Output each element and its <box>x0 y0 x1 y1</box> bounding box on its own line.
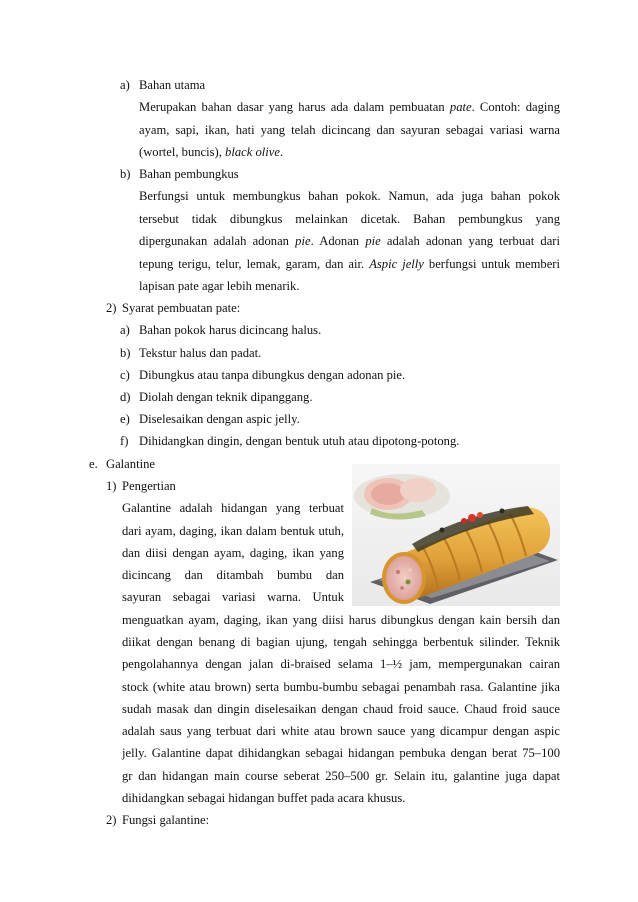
list-marker: e. <box>89 457 98 471</box>
list-item-text: Dibungkus atau tanpa dibungkus dengan adonan pie. <box>139 368 406 382</box>
paragraph-line: dan diisi dengan ayam, daging, ikan yang <box>122 546 344 560</box>
list-marker: a) <box>120 78 130 92</box>
list-marker: d) <box>120 390 131 404</box>
paragraph-line: lapisan pate agar lebih menarik. <box>139 279 300 293</box>
list-marker: f) <box>120 434 129 448</box>
list-marker: a) <box>120 323 130 337</box>
list-marker: e) <box>120 412 130 426</box>
list-item-text: Tekstur halus dan padat. <box>139 346 262 360</box>
section-title: Galantine <box>106 457 155 471</box>
paragraph-line: ayam, sapi, ikan, hati yang telah dicincang dan sayuran sebagai variasi warna <box>139 123 560 137</box>
heading-title: Syarat pembuatan pate: <box>122 301 241 315</box>
paragraph-line: adalah saus yang terbuat dari white atau brown sauce yang dicampur dengan aspic <box>122 724 560 738</box>
list-marker: 2) <box>106 813 117 827</box>
list-marker: b) <box>120 346 131 360</box>
paragraph-line: dicincang dan ditambah bumbu dan <box>122 568 344 582</box>
list-marker: c) <box>120 368 130 382</box>
list-item-text: Diolah dengan teknik dipanggang. <box>139 390 313 404</box>
paragraph-line: dihidangkan sebagai hidangan buffet pada acara khusus. <box>122 791 406 805</box>
heading-title: Fungsi galantine: <box>122 813 210 827</box>
paragraph-line: jelly. Galantine dapat dihidangkan sebagai hidangan pembuka dengan berat 75–100 <box>122 746 560 760</box>
paragraph-line: sayuran sebagai variasi warna. Untuk <box>122 590 344 604</box>
paragraph-line: stock (white atau brown) serta bumbu-bumbu sebagai penambah rasa. Galantine jika <box>122 680 560 694</box>
list-item-text: Dihidangkan dingin, dengan bentuk utuh atau dipotong-potong. <box>139 434 460 448</box>
list-marker: b) <box>120 167 131 181</box>
paragraph-line: pengolahannya dengan jalan di-braised selama 1–½ jam, mempergunakan cairan <box>122 657 560 671</box>
paragraph-line: sudah masak dan dingin diselesaikan dengan chaud froid sauce. Chaud froid sauce <box>122 702 560 716</box>
paragraph-line: tepung terigu, telur, lemak, garam, dan air. Aspic jelly berfungsi untuk memberi <box>139 257 560 271</box>
list-marker: 2) <box>106 301 117 315</box>
paragraph-line: dipergunakan adalah adonan pie. Adonan pie adalah adonan yang terbuat dari <box>139 234 560 248</box>
paragraph-line: Galantine adalah hidangan yang terbuat <box>122 501 344 515</box>
paragraph-line: diikat dengan benang di bagian ujung, tengah sehingga berbentuk silinder. Teknik <box>122 635 560 649</box>
paragraph-line: menguatkan ayam, daging, ikan yang diisi harus dibungkus dengan kain bersih dan <box>122 613 560 627</box>
paragraph-line: gr dan hidangan main course seberat 250–500 gr. Selain itu, galantine juga dapat <box>122 769 560 783</box>
paragraph-line: dari ayam, daging, ikan dalam bentuk utuh, <box>122 524 344 538</box>
list-item-text: Bahan pokok harus dicincang halus. <box>139 323 322 337</box>
item-title: Bahan pembungkus <box>139 167 239 181</box>
paragraph-line: Merupakan bahan dasar yang harus ada dalam pembuatan pate. Contoh: daging <box>139 100 560 114</box>
list-marker: 1) <box>106 479 117 493</box>
paragraph-line: (wortel, buncis), black olive. <box>139 145 284 159</box>
galantine-photo <box>352 464 560 606</box>
heading-title: Pengertian <box>122 479 176 493</box>
item-title: Bahan utama <box>139 78 206 92</box>
paragraph-line: tersebut tidak dibungkus melainkan dicetak. Bahan pembungkus yang <box>139 212 560 226</box>
paragraph-line: Berfungsi untuk membungkus bahan pokok. Namun, ada juga bahan pokok <box>139 189 560 203</box>
list-item-text: Diselesaikan dengan aspic jelly. <box>139 412 300 426</box>
